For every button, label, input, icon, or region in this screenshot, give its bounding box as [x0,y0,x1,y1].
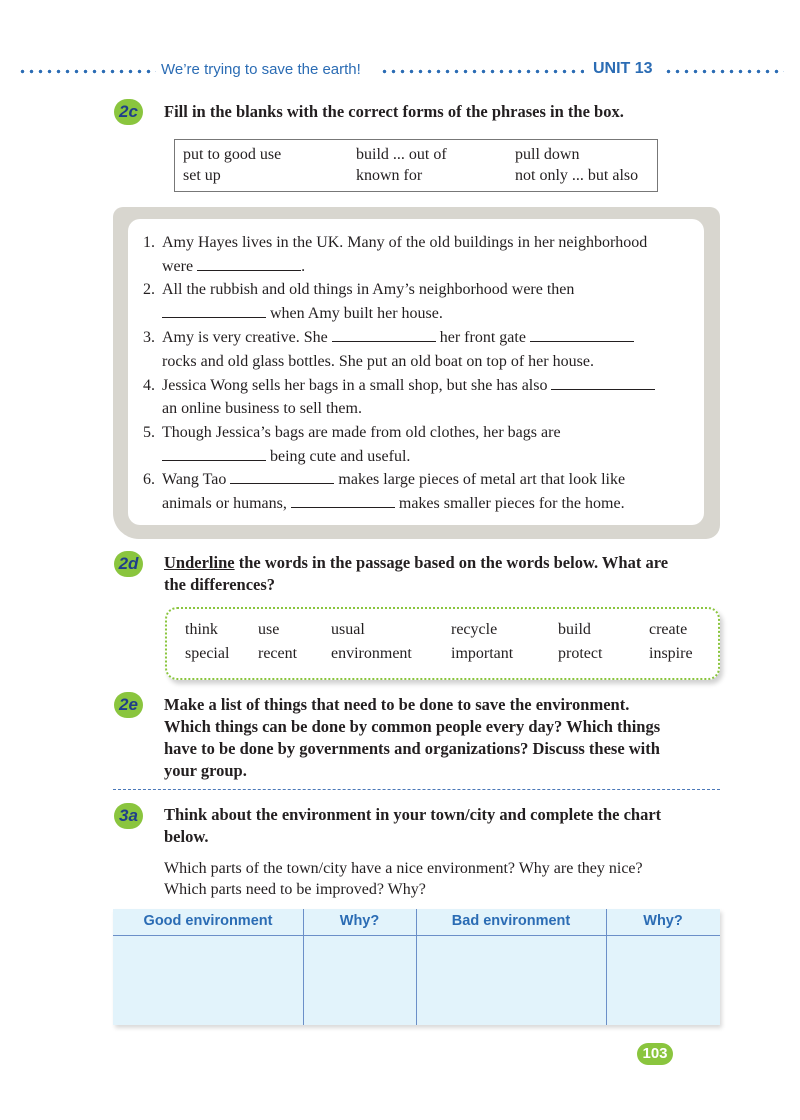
word-item: inspire [649,645,693,662]
header-dots-right [664,69,784,74]
section-badge-3a: 3a [114,803,143,829]
chart-column-divider [416,909,417,1025]
item-text: Though Jessica’s bags are made from old clothes, her bags are [162,424,561,441]
answer-blank[interactable] [162,304,266,318]
answer-blank[interactable] [230,470,334,484]
instruction-2e [164,694,734,782]
answer-blank[interactable] [530,328,634,342]
item-text: being cute and useful. [270,448,411,465]
word-item: build [558,621,591,638]
word-item: use [258,621,280,638]
environment-chart [113,909,720,1025]
page-number: 103 [637,1043,673,1065]
item-number: 5. [143,424,155,441]
instruction-text: the words in the passage based on the words below. What are [238,553,669,572]
item-number: 6. [143,471,155,488]
item-number: 2. [143,281,155,298]
section-badge-2e: 2e [114,692,143,718]
word-item: recycle [451,621,498,638]
phrase-item: known for [356,167,423,184]
item-number: 3. [143,329,155,346]
header-dots-left [18,69,156,74]
chart-header-good: Good environment [143,913,273,929]
item-text: . [301,258,306,275]
header-dots-middle [380,69,584,74]
item-text: Jessica Wong sells her bags in a small shop, but she has also [162,377,548,394]
item-text: when Amy built her house. [270,305,443,322]
item-number: 1. [143,234,155,251]
underline-keyword: Underline [164,553,235,572]
answer-blank[interactable] [291,494,395,508]
item-text: All the rubbish and old things in Amy’s neighborhood were then [162,281,575,298]
instruction-2d [164,552,734,596]
item-line [162,494,625,514]
item-text: rocks and old glass bottles. She put an old boat on top of her house. [162,353,594,370]
unit-label: UNIT 13 [593,60,653,77]
phrase-item: set up [183,167,221,184]
item-text: were [162,258,194,275]
item-line [162,470,625,490]
word-item: protect [558,645,603,662]
section-badge-2d: 2d [114,551,143,577]
chart-header-bad: Bad environment [451,913,571,929]
word-box [165,607,720,680]
instruction-line: Which things can be done by common people every day? Which things [164,717,661,736]
phrase-item: not only ... but also [515,167,639,184]
instruction-line: have to be done by governments and organizations? Discuss these with [164,739,660,758]
answer-blank[interactable] [162,447,266,461]
item-text: an online business to sell them. [162,400,362,417]
instruction-line: Think about the environment in your town/city and complete the chart [164,805,662,824]
chart-column-divider [303,909,304,1025]
word-item: special [185,645,230,662]
item-line [162,257,305,277]
instruction-3a [164,804,734,848]
instruction-line: Make a list of things that need to be done to save the environment. [164,695,630,714]
item-text: makes smaller pieces for the home. [398,495,625,512]
word-item: important [451,645,514,662]
item-text: Amy is very creative. She [162,329,328,346]
section-divider [113,789,720,790]
item-text: makes large pieces of metal art that look like [338,471,626,488]
item-text: Wang Tao [162,471,227,488]
section-badge-2c: 2c [114,99,143,125]
item-line [162,328,634,348]
item-number: 4. [143,377,155,394]
question-line: Which parts need to be improved? Why? [164,881,426,898]
question-line: Which parts of the town/city have a nice environment? Why are they nice? [164,860,643,877]
item-line [162,447,410,467]
item-text: Amy Hayes lives in the UK. Many of the old buildings in her neighborhood [162,234,648,251]
answer-blank[interactable] [332,328,436,342]
phrase-item: put to good use [183,146,282,163]
answer-blank[interactable] [551,376,655,390]
phrase-item: pull down [515,146,580,163]
instruction-text: the differences? [164,575,276,594]
word-item: create [649,621,688,638]
chart-header-why: Why? [339,913,380,929]
word-item: environment [331,645,412,662]
instruction-line: below. [164,827,209,846]
word-item: recent [258,645,298,662]
instruction-2c: Fill in the blanks with the correct forms of the phrases in the box. [164,102,624,121]
word-item: usual [331,621,365,638]
chart-column-divider [606,909,607,1025]
header-title: We’re trying to save the earth! [161,61,361,78]
answer-blank[interactable] [197,257,301,271]
item-line [162,304,443,324]
word-item: think [185,621,218,638]
item-text: her front gate [439,329,526,346]
instruction-line: your group. [164,761,247,780]
item-text: animals or humans, [162,495,287,512]
phrase-item: build ... out of [356,146,447,163]
chart-header-why: Why? [643,913,683,929]
item-line [162,376,655,396]
